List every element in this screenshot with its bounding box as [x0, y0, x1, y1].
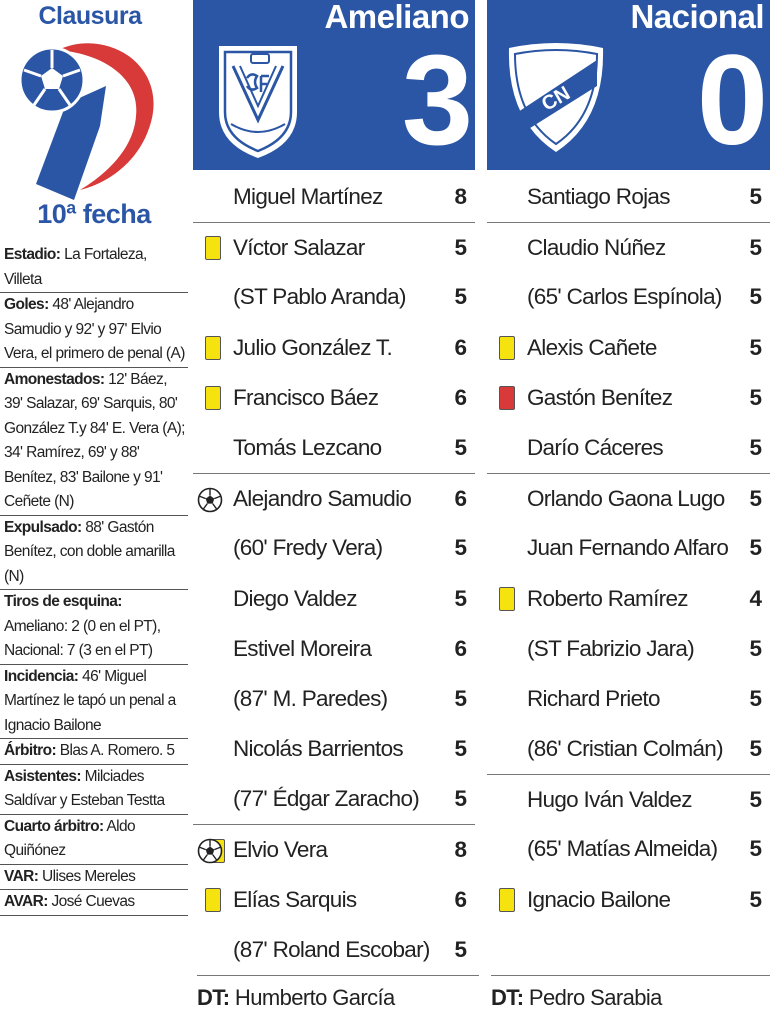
- match-fact-text: Ulises Mereles: [38, 867, 136, 885]
- yellow-card-icon: [201, 236, 225, 262]
- player-name: Francisco Báez: [233, 384, 379, 410]
- home-team-panel: [193, 0, 475, 1021]
- player-name: Estivel Moreira: [233, 635, 372, 661]
- match-fact-text: Ameliano: 2 (0 en el PT), Nacional: 7 (3 en el PT): [4, 617, 161, 659]
- home-coach-name: Humberto García: [229, 985, 395, 1010]
- away-coach-label: DT:: [491, 985, 524, 1010]
- match-fact-label: Goles:: [4, 296, 49, 313]
- player-rating: 8: [454, 837, 467, 863]
- home-coach-label: DT:: [197, 985, 230, 1010]
- nacional-crest-icon: [505, 42, 607, 156]
- player-row: [193, 875, 475, 925]
- yellow-card-icon: [495, 888, 519, 914]
- player-row: [193, 774, 475, 824]
- player-rating: 5: [454, 685, 467, 711]
- player-name: Ignacio Bailone: [527, 886, 671, 912]
- player-name: (86' Cristian Colmán): [527, 736, 723, 762]
- player-name: Miguel Martínez: [233, 184, 383, 209]
- goal-and-yellow-card-icon: [197, 838, 231, 864]
- player-name: Víctor Salazar: [233, 235, 365, 261]
- match-fact: [0, 815, 188, 865]
- player-row: [487, 523, 770, 573]
- player-name: Santiago Rojas: [527, 184, 670, 209]
- yellow-card-icon: [495, 336, 519, 362]
- player-rating: 5: [749, 886, 762, 912]
- match-facts-list: [0, 243, 188, 916]
- away-coach-name: Pedro Sarabia: [523, 985, 662, 1010]
- home-team-name: Ameliano: [324, 0, 469, 35]
- player-name: Darío Cáceres: [527, 434, 663, 460]
- player-name: (ST Fabrizio Jara): [527, 635, 695, 661]
- player-rating: 8: [454, 184, 467, 209]
- match-fact: [0, 368, 188, 516]
- player-row: [487, 724, 770, 774]
- player-row: [487, 222, 770, 272]
- player-row: [487, 423, 770, 473]
- match-fact-label: Expulsado:: [4, 518, 82, 536]
- player-name: Claudio Núñez: [527, 235, 666, 261]
- player-rating: 6: [454, 384, 467, 410]
- player-row: [193, 824, 475, 874]
- player-row: [193, 674, 475, 724]
- player-rating: 5: [749, 836, 762, 862]
- player-name: (65' Matías Almeida): [527, 836, 718, 862]
- match-fact-text: José Cuevas: [47, 893, 135, 910]
- match-fact: [0, 243, 188, 293]
- match-fact-text: Blas A. Romero. 5: [56, 742, 175, 759]
- match-fact-label: Asistentes:: [4, 767, 81, 785]
- player-name: Alexis Cañete: [527, 334, 657, 360]
- match-fact-text: La Fortaleza, Villeta: [4, 246, 147, 288]
- match-fact-text: 46' Miguel Martínez le tapó un penal a Ignacio Bailone: [4, 667, 176, 734]
- player-name: (87' Roland Escobar): [233, 936, 430, 962]
- away-coach: [491, 975, 770, 1020]
- player-row: [193, 925, 475, 975]
- player-row: [487, 624, 770, 674]
- player-rating: 5: [749, 184, 762, 209]
- match-fact: [0, 590, 188, 665]
- player-name: (77' Édgar Zaracho): [233, 786, 420, 812]
- match-fact: [0, 516, 188, 591]
- player-name: Hugo Iván Valdez: [527, 787, 692, 813]
- player-rating: 5: [454, 736, 467, 762]
- player-rating: 6: [454, 635, 467, 661]
- player-row: [193, 624, 475, 674]
- player-name: Roberto Ramírez: [527, 585, 688, 611]
- player-row: [487, 323, 770, 373]
- ameliano-crest-icon: [213, 40, 303, 162]
- yellow-card-icon: [201, 888, 225, 914]
- player-name: (65' Carlos Espínola): [527, 284, 722, 310]
- player-rating: 5: [454, 535, 467, 561]
- player-row: [193, 323, 475, 373]
- player-name: (60' Fredy Vera): [233, 535, 383, 561]
- player-row: [487, 172, 770, 222]
- player-row: [487, 674, 770, 724]
- match-fact-label: Amonestados:: [4, 370, 105, 388]
- match-fact-text: Aldo Quiñónez: [4, 817, 135, 859]
- player-row: [193, 373, 475, 423]
- player-name: Tomás Lezcano: [233, 434, 382, 460]
- player-rating: 5: [749, 284, 762, 310]
- player-rating: 5: [749, 535, 762, 561]
- player-row: [487, 824, 770, 874]
- match-fact-label: Incidencia:: [4, 667, 79, 685]
- yellow-card-icon: [201, 386, 225, 412]
- match-fact-label: Cuarto árbitro:: [4, 817, 104, 835]
- player-row: [193, 473, 475, 523]
- player-row: [193, 423, 475, 473]
- player-rating: 5: [454, 235, 467, 261]
- match-fact: [0, 765, 188, 815]
- player-row: [487, 774, 770, 824]
- player-name: Richard Prieto: [527, 685, 660, 711]
- match-fact: [0, 665, 188, 740]
- away-team-panel: [487, 0, 770, 1021]
- away-lineup: [487, 172, 770, 925]
- yellow-card-icon: [495, 587, 519, 613]
- match-fact-label: Estadio:: [4, 246, 61, 263]
- player-name: Orlando Gaona Lugo: [527, 486, 725, 512]
- player-row: [487, 875, 770, 925]
- nacional-crest-text: CN: [537, 82, 575, 116]
- match-fact-text: 88' Gastón Benítez, con doble amarilla (N): [4, 518, 175, 585]
- player-rating: 6: [454, 334, 467, 360]
- match-fact: [0, 739, 188, 765]
- player-rating: 5: [454, 434, 467, 460]
- player-name: (ST Pablo Aranda): [233, 284, 406, 310]
- away-team-name: Nacional: [630, 0, 764, 35]
- player-row: [487, 272, 770, 322]
- player-name: Diego Valdez: [233, 585, 357, 611]
- player-name: Nicolás Barrientos: [233, 736, 403, 762]
- match-fact-label: VAR:: [4, 867, 39, 885]
- match-fact-label: Tiros de esquina:: [4, 593, 122, 610]
- tournament-title: Clausura: [38, 2, 142, 30]
- player-row: [193, 574, 475, 624]
- yellow-card-icon: [201, 336, 225, 362]
- home-team-score: 3: [401, 29, 469, 172]
- match-fact-text: Milciades Saldívar y Esteban Testta: [4, 767, 165, 809]
- player-row: [193, 222, 475, 272]
- player-rating: 5: [749, 384, 762, 410]
- match-fact-label: AVAR:: [4, 893, 48, 910]
- player-rating: 5: [749, 486, 762, 512]
- player-rating: 5: [749, 787, 762, 813]
- player-row: [487, 574, 770, 624]
- player-rating: 5: [454, 284, 467, 310]
- match-fact: [0, 890, 188, 916]
- player-name: (87' M. Paredes): [233, 685, 388, 711]
- match-fact-text: 48' Alejandro Samudio y 92' y 97' Elvio Vera, el primero de penal (A): [4, 296, 185, 362]
- player-rating: 5: [454, 585, 467, 611]
- player-name: Elvio Vera: [233, 837, 328, 863]
- match-info-column: [0, 0, 188, 1021]
- home-team-header: [193, 0, 475, 170]
- goal-ball-icon: [197, 487, 221, 513]
- player-name: Elías Sarquis: [233, 886, 357, 912]
- match-fact-label: Árbitro:: [4, 742, 57, 759]
- away-team-header: [487, 0, 770, 170]
- player-name: Gastón Benítez: [527, 384, 673, 410]
- match-fact: [0, 865, 188, 891]
- player-row: [193, 523, 475, 573]
- player-name: Juan Fernando Alfaro: [527, 535, 729, 561]
- player-rating: 5: [749, 434, 762, 460]
- player-rating: 5: [454, 786, 467, 812]
- match-fact: [0, 293, 188, 368]
- player-rating: 4: [749, 585, 762, 611]
- home-lineup: [193, 172, 475, 975]
- player-row: [193, 724, 475, 774]
- player-row: [193, 272, 475, 322]
- tournament-logo-icon: [14, 34, 164, 202]
- red-card-icon: [495, 386, 519, 412]
- player-rating: 5: [749, 685, 762, 711]
- player-name: Alejandro Samudio: [233, 486, 412, 512]
- player-rating: 5: [454, 936, 467, 962]
- player-rating: 6: [454, 486, 467, 512]
- player-row: [487, 373, 770, 423]
- home-coach: [197, 975, 479, 1020]
- player-rating: 5: [749, 235, 762, 261]
- player-row: [487, 473, 770, 523]
- match-fact-text: 12' Báez, 39' Salazar, 69' Sarquis, 80' González T.y 84' E. Vera (A); 34' Ramírez, 69' y 88' Benítez, 83' Bailone y 91' Ceñete (N): [4, 370, 185, 510]
- player-rating: 6: [454, 886, 467, 912]
- player-rating: 5: [749, 334, 762, 360]
- player-rating: 5: [749, 635, 762, 661]
- player-row: [193, 172, 475, 222]
- player-name: Julio González T.: [233, 334, 393, 360]
- round-label: 10ª fecha: [37, 199, 151, 229]
- away-team-score: 0: [696, 29, 764, 172]
- player-rating: 5: [749, 736, 762, 762]
